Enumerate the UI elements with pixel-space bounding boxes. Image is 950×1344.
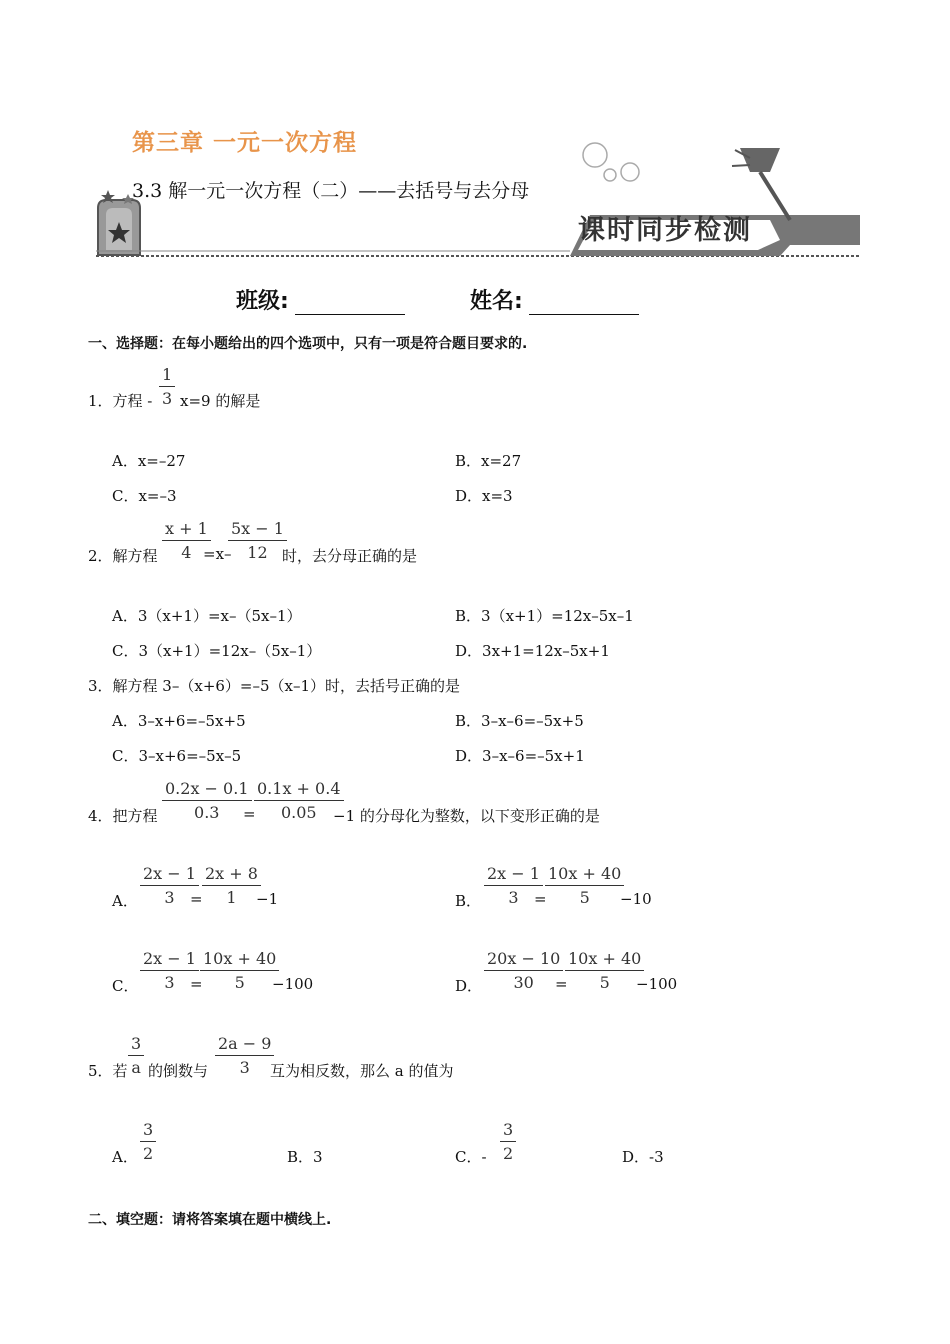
q4-a-f2-den: 1: [226, 888, 237, 907]
q4-a-f2-num: 2x + 8: [202, 863, 261, 886]
q4-a-f1-den: 3: [164, 888, 175, 907]
q4-d-f2-num: 10x + 40: [565, 948, 644, 971]
q4-d-tail: −100: [636, 975, 678, 993]
q4-d-f1-num: 20x − 10: [484, 948, 563, 971]
q4-b-f1-den: 3: [508, 888, 519, 907]
q4-c-frac2: [200, 948, 279, 995]
q4-b-f1-num: 2x − 1: [484, 863, 543, 886]
q2-option-a[interactable]: A．3（x+1）=x–（5x–1）: [112, 607, 302, 625]
q4-a-frac2: [202, 863, 261, 910]
q2-option-c[interactable]: C．3（x+1）=12x–（5x–1）: [112, 642, 322, 660]
q4-f1-den: 0.3: [194, 803, 220, 822]
q1-frac-num: 1: [159, 364, 175, 387]
q2-option-d[interactable]: D．3x+1=12x–5x+1: [455, 642, 610, 660]
q5-a-den: 2: [143, 1144, 154, 1163]
q5-c-frac: [500, 1119, 516, 1166]
q4-c-tail: −100: [272, 975, 314, 993]
q5-mid: 的倒数与: [148, 1062, 209, 1080]
q1-frac-den: 3: [162, 389, 173, 408]
q5-prefix: 5．若: [88, 1062, 128, 1080]
section1-title: 一、选择题：在每小题给出的四个选项中，只有一项是符合题目要求的.: [88, 336, 528, 352]
q2-f2-den: 12: [247, 543, 268, 562]
q4-d-f1-den: 30: [513, 973, 534, 992]
q3-option-a[interactable]: A．3–x+6=–5x+5: [112, 712, 246, 730]
q4-a-f1-num: 2x − 1: [140, 863, 199, 886]
section-title: 3.3 解一元一次方程（二）——去括号与去分母: [132, 180, 530, 202]
q5-option-a[interactable]: [112, 1146, 138, 1167]
q2-option-b[interactable]: B．3（x+1）=12x–5x–1: [455, 607, 634, 625]
name-blank[interactable]: [529, 292, 639, 315]
name-label: 姓名:: [470, 289, 523, 314]
q2-f2-num: 5x − 1: [228, 518, 287, 541]
q5-f2-den: 3: [239, 1058, 250, 1077]
q3-option-b[interactable]: B．3–x–6=–5x+5: [455, 712, 584, 730]
class-field[interactable]: [236, 284, 405, 315]
q5-option-d[interactable]: D．-3: [622, 1148, 664, 1166]
q4-suffix: −1 的分母化为整数，以下变形正确的是: [333, 807, 600, 825]
class-blank[interactable]: [295, 292, 405, 315]
q5-fraction-2: [215, 1033, 274, 1080]
q4-d-frac1: [484, 948, 563, 995]
q4-c-f1-num: 2x − 1: [140, 948, 199, 971]
name-field[interactable]: [470, 284, 639, 315]
q1-suffix: x=9 的解是: [180, 392, 261, 410]
q4-option-a[interactable]: [112, 890, 138, 911]
q4-prefix: 4．把方程: [88, 807, 158, 825]
q4-a-label: A．: [112, 892, 138, 910]
q1-option-a[interactable]: A．x=–27: [112, 452, 186, 470]
q4-b-f2-den: 5: [579, 888, 590, 907]
q1-option-c[interactable]: C．x=–3: [112, 487, 177, 505]
q4-b-frac2: [545, 863, 624, 910]
q1-option-d[interactable]: D．x=3: [455, 487, 513, 505]
q2-mid: =x–: [203, 545, 232, 563]
q1-prefix: 1．方程 -: [88, 392, 153, 410]
q5-c-label: C．-: [455, 1148, 487, 1166]
q5-a-label: A．: [112, 1148, 138, 1166]
q4-c-f2-den: 5: [234, 973, 245, 992]
q4-a-eq: =: [190, 890, 203, 908]
q5-f2-num: 2a − 9: [215, 1033, 274, 1056]
q4-fraction-2: [254, 778, 344, 825]
q4-d-label: D．: [455, 977, 483, 995]
q3-text: 3．解方程 3–（x+6）=–5（x–1）时，去括号正确的是: [88, 677, 461, 695]
q4-a-tail: −1: [256, 890, 279, 908]
q2-prefix: 2．解方程: [88, 547, 158, 565]
q5-c-den: 2: [503, 1144, 514, 1163]
q1-option-b[interactable]: B．x=27: [455, 452, 522, 470]
q5-c-num: 3: [500, 1119, 516, 1142]
q4-f2-den: 0.05: [280, 803, 317, 822]
q5-option-c[interactable]: [455, 1146, 487, 1167]
q2-suffix: 时，去分母正确的是: [282, 547, 418, 565]
q4-d-f2-den: 5: [599, 973, 610, 992]
q5-a-num: 3: [140, 1119, 156, 1142]
q5-a-frac: [140, 1119, 156, 1166]
class-label: 班级:: [236, 289, 289, 314]
q4-c-f2-num: 10x + 40: [200, 948, 279, 971]
q4-d-frac2: [565, 948, 644, 995]
q4-eq: =: [243, 805, 256, 823]
q4-f2-num: 0.1x + 0.4: [254, 778, 344, 801]
q2-f1-num: x + 1: [162, 518, 211, 541]
q1-fraction: [159, 364, 175, 411]
q4-b-eq: =: [534, 890, 547, 908]
q4-fraction-1: [162, 778, 252, 825]
q2-f1-den: 4: [181, 543, 192, 562]
q4-c-label: C．: [112, 977, 139, 995]
q4-f1-num: 0.2x − 0.1: [162, 778, 252, 801]
q4-c-eq: =: [190, 975, 203, 993]
q4-c-f1-den: 3: [164, 973, 175, 992]
q5-suffix: 互为相反数，那么 a 的值为: [270, 1062, 454, 1080]
q2-fraction-2: [228, 518, 287, 565]
q5-f1-den: a: [131, 1058, 141, 1077]
q4-b-f2-num: 10x + 40: [545, 863, 624, 886]
q5-f1-num: 3: [128, 1033, 144, 1056]
q3-option-c[interactable]: C．3–x+6=–5x–5: [112, 747, 242, 765]
stamp-label: 课时同步检测: [578, 215, 752, 246]
q4-b-tail: −10: [620, 890, 652, 908]
q4-option-d[interactable]: [455, 975, 482, 996]
q4-option-c[interactable]: [112, 975, 138, 996]
section2-title: 二、填空题：请将答案填在题中横线上.: [88, 1212, 332, 1228]
q3-option-d[interactable]: D．3–x–6=–5x+1: [455, 747, 585, 765]
q4-b-label: B．: [455, 892, 482, 910]
q4-d-eq: =: [555, 975, 568, 993]
q4-option-b[interactable]: [455, 890, 481, 911]
q5-option-b[interactable]: B．3: [287, 1148, 323, 1166]
q5-fraction-1: [128, 1033, 144, 1080]
chapter-title: 第三章 一元一次方程: [132, 130, 358, 156]
